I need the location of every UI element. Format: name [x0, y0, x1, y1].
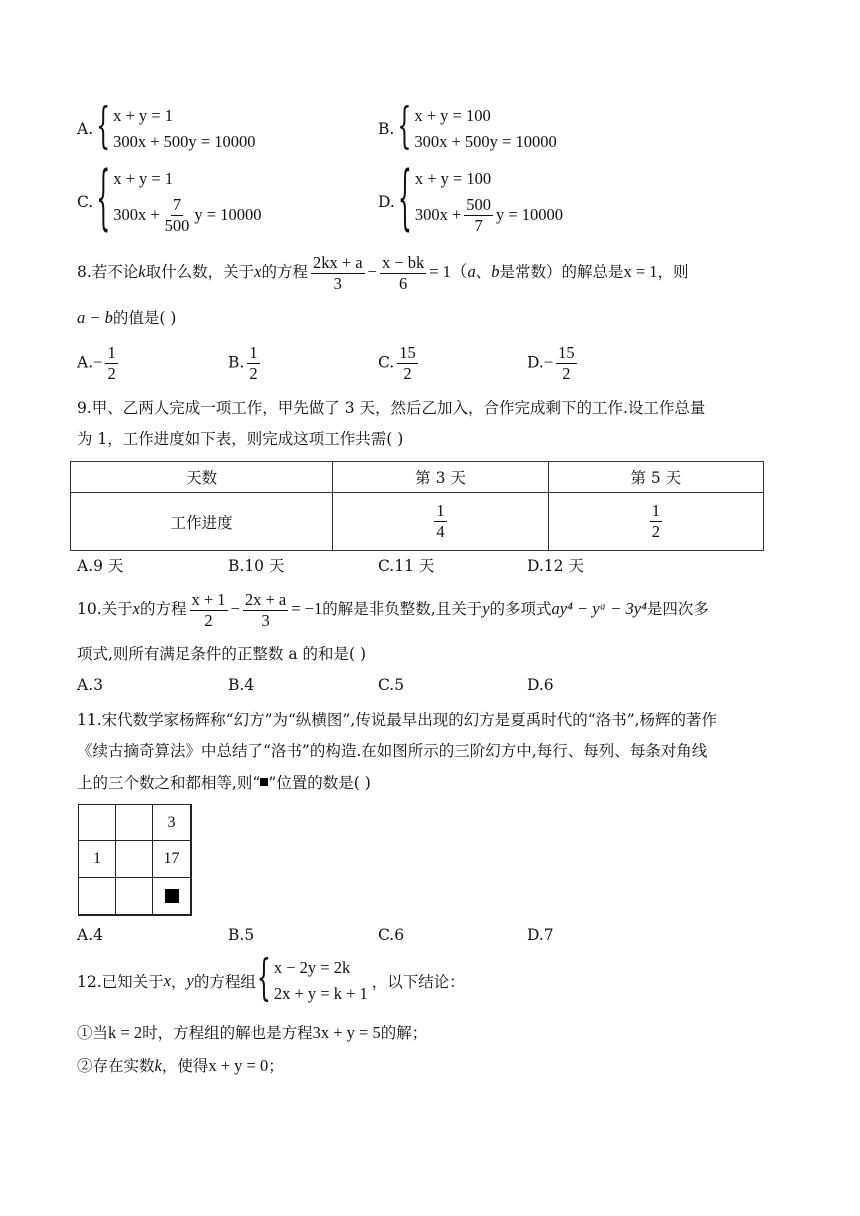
grid-cell — [78, 877, 116, 915]
equation: x + y = 1 — [113, 169, 174, 188]
q9-option-b: B.10 天 — [228, 557, 285, 575]
q9-option-c: C.11 天 — [378, 557, 435, 575]
grid-cell — [115, 804, 153, 841]
equation: 300x + 500y = 10000 — [414, 132, 557, 151]
fraction: $\frac{2x + a}{3}$ — [244, 589, 287, 630]
q11-stem-line2: 《续古摘奇算法》中总结了“洛书”的构造.在如图所示的三阶幻方中,每行、每列、每条对角线 — [77, 742, 708, 760]
black-square-icon — [165, 889, 179, 903]
option-label: C. — [77, 193, 94, 211]
q7-option-c — [77, 160, 262, 241]
work-progress-table — [70, 461, 764, 551]
grid-cell — [115, 840, 153, 878]
q12-conclusion-1: ①当k = 2时，方程组的解也是方程3x + y = 5的解； — [77, 1023, 428, 1042]
table-cell — [333, 493, 548, 551]
grid-cell: 1 — [78, 840, 116, 878]
equation: 300x + 500y = 10000 — [113, 132, 256, 151]
q8-stem: 8.若不论k取什么数，关于x的方程 $\frac{2kx + a}{3}$ − $\frac{x - bk}{6}$ = 1（a、b是常数）的解总是x = 1，则 — [77, 252, 689, 293]
q10-option-b: B.4 — [228, 676, 255, 694]
table-row — [71, 493, 764, 551]
q11-option-a: A.4 — [77, 926, 103, 944]
equation: 2x + y = k + 1 — [273, 984, 368, 1003]
q11-option-b: B.5 — [228, 926, 255, 944]
table-header: 天数 — [71, 462, 333, 493]
equation: x − 2y = 2k — [273, 958, 351, 977]
fraction: $\frac{7}{500}$ — [164, 194, 190, 235]
q8-option-a: A.− $\frac{1}{2}$ — [77, 343, 116, 383]
table-header: 第 3 天 — [333, 462, 548, 493]
fraction: $\frac{x + 1}{2}$ — [191, 589, 226, 630]
grid-cell — [115, 877, 153, 915]
magic-square-grid — [78, 804, 192, 916]
q11-stem-line3: 上的三个数之和都相等,则“ ”位置的数是( ) — [77, 774, 371, 792]
table-cell: 工作进度 — [71, 493, 333, 551]
option-label: D. — [378, 193, 395, 211]
fraction: $\frac{1}{2}$ — [107, 343, 116, 383]
left-brace: { — [397, 160, 412, 241]
q10-option-a: A.3 — [77, 676, 103, 694]
table-header-row — [71, 462, 764, 493]
q8-option-d: D.− $\frac{15}{2}$ — [527, 343, 575, 383]
fraction: $\frac{x - bk}{6}$ — [381, 252, 425, 293]
q7-option-b — [378, 100, 557, 156]
table-header: 第 5 天 — [548, 462, 763, 493]
left-brace: { — [96, 160, 111, 241]
q11-stem-line1: 11.宋代数学家杨辉称“幻方”为“纵横图”,传说最早出现的幻方是夏禹时代的“洛书”,杨辉的著作 — [77, 711, 718, 729]
fraction: $\frac{15}{2}$ — [558, 343, 575, 383]
q11-option-d: D.7 — [527, 926, 554, 944]
q11-option-c: C.6 — [378, 926, 405, 944]
q9-option-d: D.12 天 — [527, 557, 584, 575]
q8-option-c: C. $\frac{15}{2}$ — [378, 343, 416, 383]
table-cell — [548, 493, 763, 551]
equation: x + y = 100 — [414, 106, 491, 125]
grid-cell: 17 — [152, 840, 191, 878]
q8-stem-line2: a − b的值是( ) — [77, 308, 177, 327]
left-brace: { — [96, 100, 111, 156]
q9-option-a: A.9 天 — [77, 557, 124, 575]
fraction: $\frac{1}{4}$ — [436, 501, 445, 541]
equation: 300x + $\frac{500}{7}$ y = 10000 — [414, 194, 564, 235]
equation: x + y = 1 — [113, 106, 173, 125]
fraction: $\frac{2kx + a}{3}$ — [312, 252, 363, 293]
fraction: $\frac{1}{2}$ — [249, 343, 258, 383]
q10-stem-line2: 项式,则所有满足条件的正整数 a 的和是( ) — [77, 645, 367, 663]
q12-stem: 12.已知关于 x ， y 的方程组 { x − 2y = 2k 2x + y = k + 1 ，以下结论： — [77, 952, 465, 1008]
grid-cell — [78, 804, 116, 841]
equation: 300x + $\frac{7}{500}$ y = 10000 — [113, 194, 262, 235]
q9-stem-line1: 9.甲、乙两人完成一项工作，甲先做了 3 天，然后乙加入，合作完成剩下的工作.设工作总量 — [77, 399, 706, 417]
q10-stem: 10.关于x的方程 $\frac{x + 1}{2}$ − $\frac{2x + a}{3}$ = −1的解是非负整数,且关于y的多项式ay⁴ − yᵃ − 3y⁴是四次多 — [77, 589, 709, 630]
q8-option-b: B. $\frac{1}{2}$ — [228, 343, 258, 383]
grid-cell: 3 — [152, 804, 191, 841]
left-brace: { — [397, 100, 412, 156]
equation: x + y = 100 — [414, 169, 492, 188]
q10-option-c: C.5 — [378, 676, 405, 694]
q9-stem-line2: 为 1，工作进度如下表，则完成这项工作共需( ) — [77, 430, 404, 448]
q10-option-d: D.6 — [527, 676, 554, 694]
q7-option-a — [77, 100, 256, 156]
q12-conclusion-2: ②存在实数k，使得x + y = 0； — [77, 1056, 284, 1075]
fraction: $\frac{500}{7}$ — [466, 194, 491, 235]
fraction: $\frac{15}{2}$ — [399, 343, 416, 383]
option-label: A. — [77, 120, 94, 138]
option-label: B. — [378, 120, 395, 138]
fraction: $\frac{1}{2}$ — [651, 501, 660, 541]
left-brace: { — [256, 952, 271, 1008]
q7-option-d — [378, 160, 564, 241]
grid-cell-unknown — [152, 877, 191, 915]
